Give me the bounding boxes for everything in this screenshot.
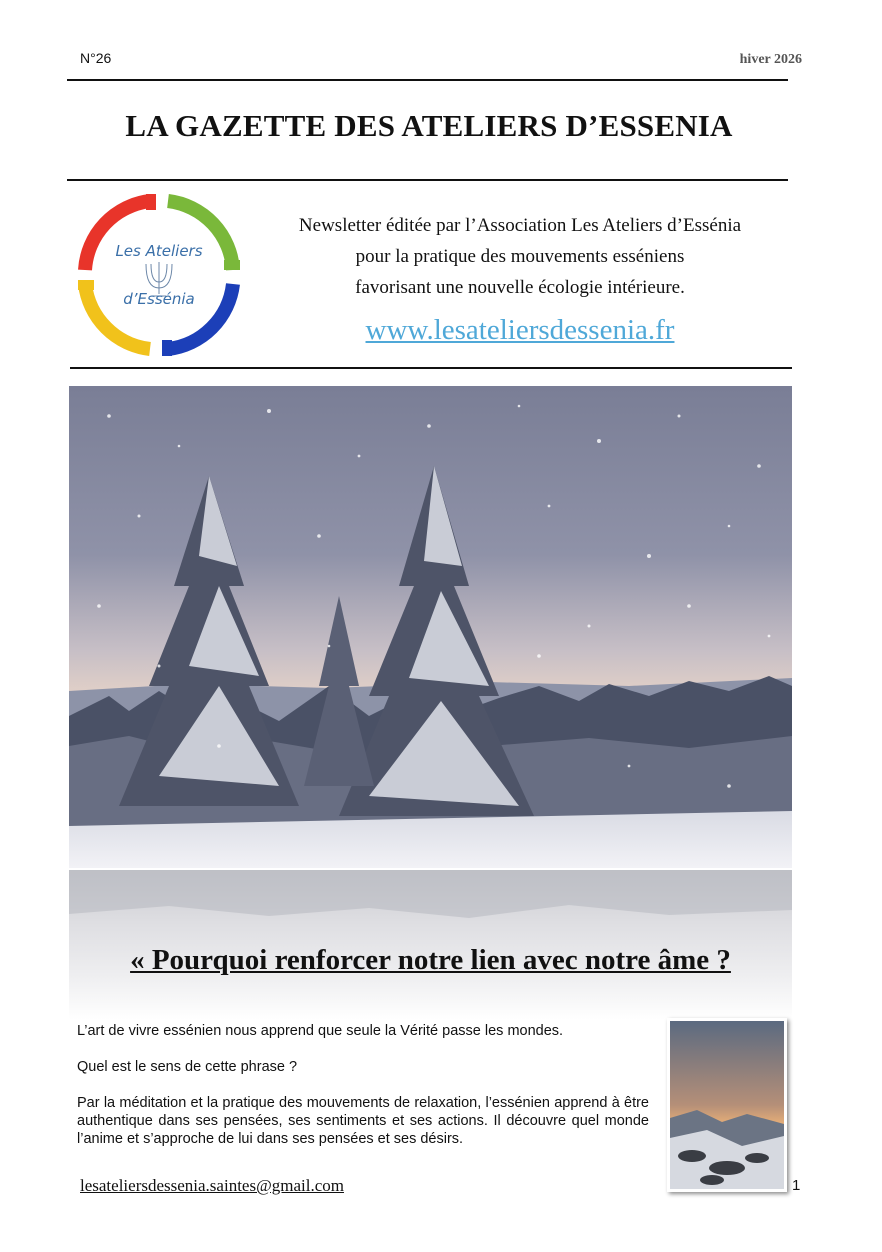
title-rule [67,179,788,181]
intro-line-2: pour la pratique des mouvements esséniens [355,246,685,267]
mountain-sunset-photo [667,1018,787,1192]
gazette-title: LA GAZETTE DES ATELIERS D’ESSENIA [125,108,733,143]
issue-number: N°26 [80,50,112,66]
article-headline: « Pourquoi renforcer notre lien avec notre âme ? [130,944,731,976]
article-paragraph: L’art de vivre essénien nous apprend que seule la Vérité passe les mondes. [77,1023,564,1039]
intro-line-1: Newsletter éditée par l’Association Les Ateliers d’Essénia [298,215,742,236]
logo-text-line1: Les Ateliers [115,242,203,260]
winter-forest-photo [69,386,792,868]
intro-block [265,210,775,303]
article-body [77,1022,649,1166]
logo-text-line2: d’Essénia [123,290,195,308]
season-label: hiver 2026 [739,52,802,67]
intro-line-3: favorisant une nouvelle écologie intérieure. [355,277,685,298]
website-link[interactable]: www.lesateliersdessenia.fr [365,314,675,346]
article-paragraph: Par la méditation et la pratique des mouvements de relaxation, l’essénien apprend à être authentique dans ses pensées, ses sentiments et ses actions. Il découvre quel monde l’anime et s’approche de lui dans ses pensées et ses désirs. [77,1095,649,1147]
page-number: 1 [792,1177,801,1194]
article-paragraph: Quel est le sens de cette phrase ? [77,1059,298,1075]
top-rule [67,79,788,81]
association-logo [78,194,240,356]
intro-rule [70,367,792,369]
contact-email[interactable]: lesateliersdessenia.saintes@gmail.com [80,1176,344,1195]
